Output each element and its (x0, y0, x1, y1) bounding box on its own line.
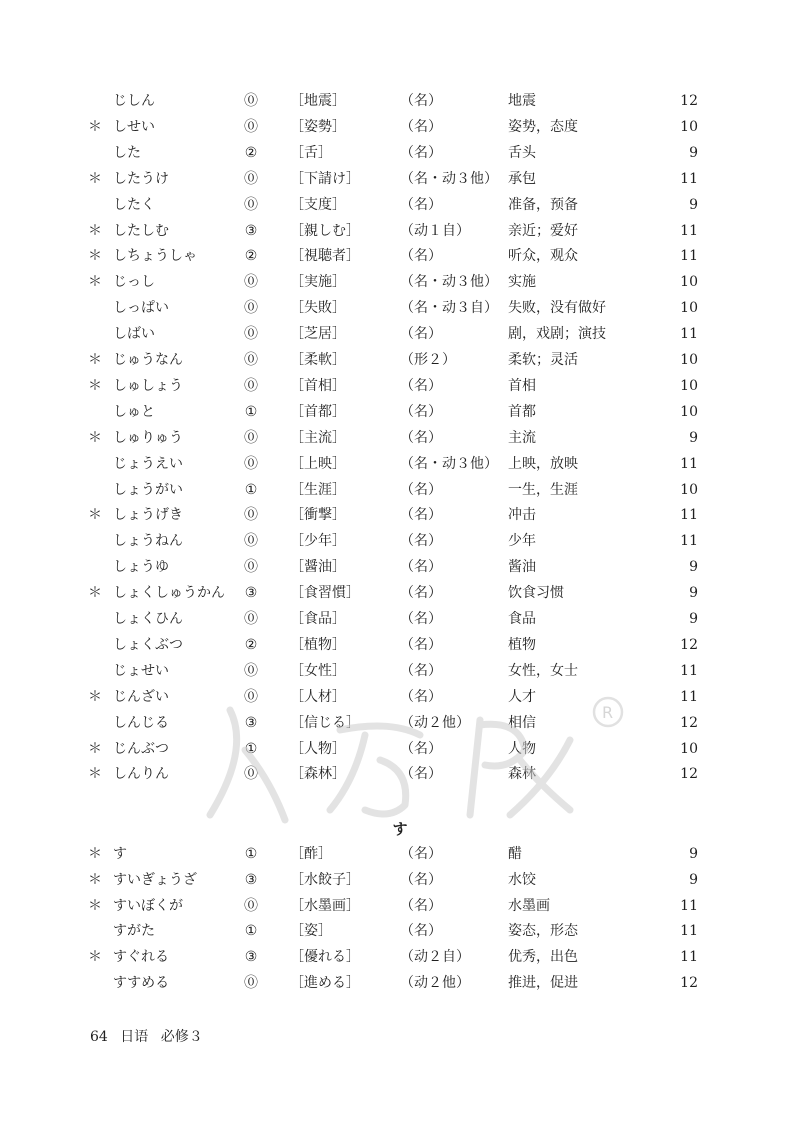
entry-reading: しょうげき (113, 507, 183, 524)
entry-kanji: ［植物］ (290, 636, 346, 653)
entry-meaning: 承包 (508, 170, 536, 187)
entry-part-of-speech: （名） (400, 923, 442, 940)
entry-part-of-speech: （名） (400, 871, 442, 888)
entry-lesson: 10 (680, 118, 698, 135)
entry-star-mark: ＊ (88, 429, 102, 446)
entry-meaning: 柔软；灵活 (508, 352, 578, 368)
glossary-entry-row (0, 114, 800, 140)
entry-accent: ⓪ (244, 274, 258, 291)
entry-accent: ② (244, 636, 258, 653)
entry-reading: しょうゆ (113, 559, 169, 576)
glossary-entry-row (0, 684, 800, 710)
entry-star-mark: ＊ (88, 118, 102, 135)
entry-part-of-speech: （动１自） (400, 222, 470, 239)
glossary-entry-row (0, 373, 800, 399)
entry-meaning: 相信 (508, 714, 536, 731)
entry-reading: しょくぶつ (113, 636, 183, 653)
entry-lesson: 10 (680, 377, 698, 394)
entry-accent: ③ (244, 871, 258, 888)
entry-meaning: 姿势，态度 (508, 118, 578, 135)
entry-lesson: 11 (680, 923, 698, 940)
entry-kanji: ［水餃子］ (290, 871, 360, 888)
entry-accent: ⓪ (244, 611, 258, 627)
entry-meaning: 人才 (508, 688, 536, 705)
entry-meaning: 主流 (508, 429, 536, 446)
entry-lesson: 10 (680, 300, 698, 317)
entry-part-of-speech: （名） (400, 248, 442, 265)
entry-kanji: ［姿］ (290, 923, 332, 940)
entry-accent: ⓪ (244, 455, 258, 472)
entry-meaning: 水墨画 (508, 897, 550, 914)
entry-reading: じしん (113, 93, 155, 109)
entry-part-of-speech: （名） (400, 766, 442, 783)
entry-part-of-speech: （名・动３自） (400, 300, 498, 317)
entry-part-of-speech: （名） (400, 429, 442, 446)
entry-lesson: 11 (680, 533, 698, 550)
entry-accent: ⓪ (244, 93, 258, 109)
entry-lesson: 9 (689, 429, 698, 446)
glossary-entry-row (0, 893, 800, 919)
book-title: 日语 (120, 1029, 149, 1045)
entry-part-of-speech: （名） (400, 897, 442, 914)
entry-part-of-speech: （动２他） (400, 714, 470, 731)
entry-lesson: 12 (680, 766, 698, 783)
entry-accent: ③ (244, 585, 258, 602)
entry-part-of-speech: （名） (400, 740, 442, 757)
glossary-entry-row (0, 295, 800, 321)
entry-star-mark: ＊ (88, 248, 102, 265)
entry-reading: じんざい (113, 688, 169, 705)
glossary-entry-row (0, 347, 800, 373)
entry-part-of-speech: （名） (400, 144, 442, 161)
entry-reading: じんぶつ (113, 740, 169, 757)
entry-part-of-speech: （名） (400, 636, 442, 653)
glossary-entry-row (0, 710, 800, 736)
entry-star-mark: ＊ (88, 766, 102, 783)
entry-part-of-speech: （动２自） (400, 949, 470, 966)
entry-reading: しせい (113, 118, 155, 135)
entry-accent: ⓪ (244, 688, 258, 705)
glossary-entry-row (0, 502, 800, 528)
glossary-entry-row (0, 321, 800, 347)
entry-accent: ① (244, 740, 258, 757)
book-volume: 必修３ (160, 1029, 203, 1045)
glossary-entry-row (0, 606, 800, 632)
entry-reading: すすめる (113, 975, 170, 991)
entry-reading: しばい (113, 326, 155, 343)
entry-lesson: 10 (680, 352, 698, 368)
entry-lesson: 9 (689, 559, 698, 576)
entry-meaning: 上映，放映 (508, 455, 578, 472)
entry-meaning: 植物 (508, 636, 536, 653)
entry-accent: ① (244, 403, 258, 420)
entry-star-mark: ＊ (88, 688, 102, 705)
entry-star-mark: ＊ (88, 377, 102, 394)
entry-kanji: ［醤油］ (290, 559, 346, 576)
glossary-entry-row (0, 140, 800, 166)
glossary-entry-row (0, 658, 800, 684)
entry-kanji: ［食品］ (290, 611, 346, 627)
entry-accent: ⓪ (244, 507, 258, 524)
entry-lesson: 12 (680, 636, 698, 653)
glossary-entry-row (0, 918, 800, 944)
entry-kanji: ［実施］ (290, 274, 346, 291)
entry-part-of-speech: （名） (400, 846, 442, 862)
entry-lesson: 9 (689, 871, 698, 888)
entry-part-of-speech: （名・动３他） (400, 455, 498, 472)
entry-reading: しゅと (113, 403, 155, 420)
entry-accent: ⓪ (244, 352, 258, 368)
entry-kanji: ［人物］ (290, 740, 346, 757)
entry-part-of-speech: （名） (400, 585, 442, 602)
entry-part-of-speech: （名） (400, 326, 442, 343)
entry-kanji: ［森林］ (290, 766, 346, 783)
glossary-entry-row (0, 269, 800, 295)
entry-kanji: ［芝居］ (290, 326, 346, 343)
entry-meaning: 亲近；爱好 (508, 222, 578, 239)
entry-reading: すがた (113, 923, 155, 940)
glossary-entry-row (0, 166, 800, 192)
entry-star-mark: ＊ (88, 585, 102, 602)
entry-part-of-speech: （名・动３他） (400, 274, 498, 291)
entry-lesson: 11 (680, 688, 698, 705)
entry-meaning: 推进，促进 (508, 975, 578, 991)
entry-accent: ⓪ (244, 559, 258, 576)
entry-kanji: ［人材］ (290, 688, 346, 705)
glossary-entry-row (0, 88, 800, 114)
entry-accent: ⓪ (244, 662, 258, 679)
entry-lesson: 9 (689, 611, 698, 627)
entry-reading: したく (113, 196, 155, 213)
entry-kanji: ［主流］ (290, 429, 346, 446)
entry-part-of-speech: （名） (400, 611, 442, 627)
entry-part-of-speech: （名） (400, 196, 442, 213)
entry-meaning: 首相 (508, 377, 536, 394)
entry-kanji: ［失敗］ (290, 300, 346, 317)
entry-part-of-speech: （名） (400, 507, 442, 524)
entry-accent: ② (244, 248, 258, 265)
entry-reading: すいぎょうざ (113, 871, 197, 888)
entry-lesson: 9 (689, 144, 698, 161)
entry-star-mark: ＊ (88, 949, 102, 966)
entry-meaning: 醋 (508, 846, 522, 862)
glossary-entry-row (0, 451, 800, 477)
entry-lesson: 11 (680, 170, 698, 187)
entry-accent: ② (244, 144, 258, 161)
entry-kanji: ［衝撃］ (290, 507, 346, 524)
entry-part-of-speech: （名） (400, 559, 442, 576)
entry-reading: したうけ (113, 170, 169, 187)
glossary-entry-row (0, 736, 800, 762)
entry-lesson: 11 (680, 662, 698, 679)
entry-lesson: 10 (680, 274, 698, 291)
entry-meaning: 舌头 (508, 144, 536, 161)
entry-meaning: 准备，预备 (508, 196, 578, 213)
entry-star-mark: ＊ (88, 352, 102, 368)
entry-accent: ⓪ (244, 975, 258, 991)
entry-kanji: ［優れる］ (290, 949, 360, 966)
entry-reading: しょくしゅうかん (113, 585, 225, 602)
entry-star-mark: ＊ (88, 222, 102, 239)
entry-kanji: ［食習慣］ (290, 585, 360, 602)
entry-part-of-speech: （名） (400, 118, 442, 135)
entry-part-of-speech: （名） (400, 688, 442, 705)
entry-meaning: 饮食习惯 (508, 585, 564, 602)
entry-part-of-speech: （名） (400, 403, 442, 420)
entry-reading: じょうえい (113, 455, 183, 472)
entry-meaning: 人物 (508, 740, 536, 757)
entry-kanji: ［視聴者］ (290, 248, 360, 265)
entry-part-of-speech: （动２他） (400, 975, 470, 991)
entry-star-mark: ＊ (88, 507, 102, 524)
entry-accent: ① (244, 846, 258, 862)
entry-reading: しょうがい (113, 481, 183, 498)
entry-meaning: 森林 (508, 766, 536, 783)
entry-reading: したしむ (113, 222, 169, 239)
glossary-entry-row (0, 528, 800, 554)
entry-meaning: 食品 (508, 611, 536, 627)
entry-kanji: ［上映］ (290, 455, 346, 472)
entry-meaning: 剧，戏剧；演技 (508, 326, 606, 343)
entry-lesson: 12 (680, 714, 698, 731)
glossary-entry-row (0, 867, 800, 893)
entry-accent: ⓪ (244, 300, 258, 317)
glossary-entry-row (0, 944, 800, 970)
glossary-entry-row (0, 632, 800, 658)
svg-text:R: R (602, 703, 614, 722)
glossary-entry-row (0, 580, 800, 606)
entry-accent: ⓪ (244, 766, 258, 783)
entry-meaning: 酱油 (508, 559, 536, 576)
entry-accent: ⓪ (244, 429, 258, 446)
entry-kanji: ［姿勢］ (290, 118, 346, 135)
entry-meaning: 姿态，形态 (508, 923, 578, 940)
entry-kanji: ［首相］ (290, 377, 346, 394)
entry-lesson: 11 (680, 897, 698, 914)
entry-meaning: 一生，生涯 (508, 481, 578, 498)
entry-lesson: 11 (680, 222, 698, 239)
entry-kanji: ［支度］ (290, 196, 346, 213)
page-footer (90, 1026, 211, 1046)
entry-accent: ⓪ (244, 170, 258, 187)
entry-reading: じっし (113, 274, 155, 291)
entry-kanji: ［水墨画］ (290, 897, 360, 914)
entry-meaning: 实施 (508, 274, 536, 291)
glossary-entry-row (0, 399, 800, 425)
glossary-entry-row (0, 425, 800, 451)
entry-star-mark: ＊ (88, 846, 102, 862)
entry-kanji: ［少年］ (290, 533, 346, 550)
entry-reading: しんりん (113, 766, 169, 783)
glossary-entry-row (0, 192, 800, 218)
entry-part-of-speech: （名） (400, 662, 442, 679)
entry-kanji: ［首都］ (290, 403, 346, 420)
entry-star-mark: ＊ (88, 740, 102, 757)
entry-lesson: 11 (680, 326, 698, 343)
entry-kanji: ［地震］ (290, 93, 346, 109)
entry-kanji: ［柔軟］ (290, 352, 346, 368)
entry-part-of-speech: （名） (400, 377, 442, 394)
entry-kanji: ［酢］ (290, 846, 332, 862)
section-heading-su: す (392, 820, 408, 838)
glossary-entry-row (0, 243, 800, 269)
entry-part-of-speech: （形２） (400, 352, 456, 368)
entry-star-mark: ＊ (88, 170, 102, 187)
entry-lesson: 12 (680, 975, 698, 991)
entry-star-mark: ＊ (88, 897, 102, 914)
entry-lesson: 11 (680, 949, 698, 966)
entry-kanji: ［女性］ (290, 662, 346, 679)
entry-lesson: 11 (680, 507, 698, 524)
entry-accent: ③ (244, 714, 258, 731)
entry-reading: す (113, 846, 127, 862)
entry-reading: じょせい (113, 662, 169, 679)
entry-reading: しょうねん (113, 533, 183, 550)
entry-reading: しゅしょう (113, 377, 183, 394)
entry-meaning: 冲击 (508, 507, 536, 524)
entry-meaning: 女性，女士 (508, 662, 578, 679)
entry-accent: ③ (244, 222, 258, 239)
entry-kanji: ［生涯］ (290, 481, 346, 498)
entry-star-mark: ＊ (88, 274, 102, 291)
entry-lesson: 9 (689, 585, 698, 602)
glossary-entry-row (0, 477, 800, 503)
entry-accent: ⓪ (244, 897, 258, 914)
entry-accent: ⓪ (244, 196, 258, 213)
entry-meaning: 首都 (508, 403, 536, 420)
entry-lesson: 10 (680, 403, 698, 420)
entry-lesson: 11 (680, 455, 698, 472)
entry-meaning: 地震 (508, 93, 536, 109)
entry-part-of-speech: （名） (400, 481, 442, 498)
entry-reading: しちょうしゃ (113, 248, 197, 265)
glossary-entry-row (0, 218, 800, 244)
entry-meaning: 优秀，出色 (508, 949, 578, 966)
glossary-entry-row (0, 841, 800, 867)
entry-meaning: 水饺 (508, 871, 536, 888)
entry-part-of-speech: （名） (400, 533, 442, 550)
entry-meaning: 少年 (508, 533, 536, 550)
entry-reading: しょくひん (113, 611, 183, 627)
entry-kanji: ［進める］ (290, 975, 360, 991)
entry-lesson: 9 (689, 196, 698, 213)
glossary-entry-row (0, 970, 800, 996)
entry-accent: ⓪ (244, 533, 258, 550)
entry-reading: した (113, 144, 141, 161)
entry-reading: しゅりゅう (113, 429, 183, 446)
entry-lesson: 12 (680, 93, 698, 109)
page-number: 64 (90, 1029, 108, 1045)
entry-accent: ⓪ (244, 118, 258, 135)
entry-meaning: 听众，观众 (508, 248, 578, 265)
entry-lesson: 10 (680, 481, 698, 498)
entry-accent: ① (244, 481, 258, 498)
entry-kanji: ［舌］ (290, 144, 332, 161)
glossary-entry-row (0, 554, 800, 580)
entry-reading: すいぼくが (113, 897, 183, 914)
entry-lesson: 9 (689, 846, 698, 862)
entry-part-of-speech: （名・动３他） (400, 170, 498, 187)
entry-accent: ⓪ (244, 377, 258, 394)
entry-kanji: ［信じる］ (290, 714, 360, 731)
entry-meaning: 失败，没有做好 (508, 300, 606, 317)
entry-reading: しっぱい (113, 300, 169, 317)
entry-reading: じゅうなん (113, 352, 183, 368)
entry-accent: ③ (244, 949, 258, 966)
entry-accent: ⓪ (244, 326, 258, 343)
entry-lesson: 10 (680, 740, 698, 757)
entry-part-of-speech: （名） (400, 93, 442, 109)
entry-lesson: 11 (680, 248, 698, 265)
entry-kanji: ［下請け］ (290, 170, 360, 187)
entry-star-mark: ＊ (88, 871, 102, 888)
entry-reading: すぐれる (113, 949, 169, 966)
entry-accent: ① (244, 923, 258, 940)
entry-reading: しんじる (113, 714, 169, 731)
entry-kanji: ［親しむ］ (290, 222, 360, 239)
glossary-entry-row (0, 761, 800, 787)
